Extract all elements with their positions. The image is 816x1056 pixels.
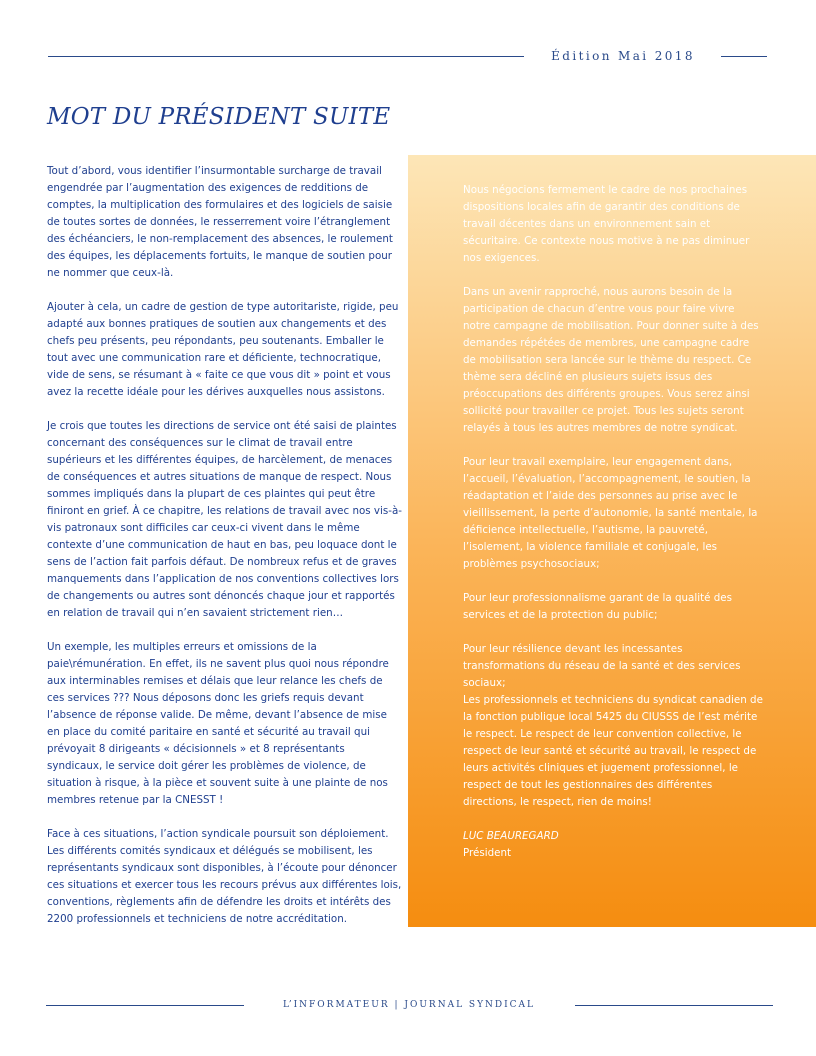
page-title: MOT DU PRÉSIDENT SUITE [47, 104, 391, 130]
signature-name: LUC BEAUREGARD [463, 830, 559, 842]
left-paragraph-5: Face à ces situations, l’action syndicale poursuit son déploiement. Les différents comités syndicaux et délégués se mobilisent, les représentants syndicaux sont disponibles, à l’écoute pour dénoncer ces situations et exercer tous les recours prévus aux différentes lois, conventions, règlements afin de défendre les droits et intérêts des 2200 professionnels et techniciens de notre accréditation. [47, 828, 402, 925]
signature-role: Président [463, 847, 512, 859]
right-paragraph-2: Dans un avenir rapproché, nous aurons besoin de la participation de chacun d’entre vous pour faire vivre notre campagne de mobilisation. Pour donner suite à des demandes répétées de membres, une campagne cadre de mobilisation sera lancée sur le thème du respect. Ce thème sera décliné en plusieurs sujets issus des préoccupations des différents groupes. Vous serez ainsi sollicité pour travailler ce projet. Tous les sujets seront relayés à tous les autres membres de notre syndicat. [463, 286, 759, 434]
signature [463, 828, 763, 862]
footer-label: L’INFORMATEUR | JOURNAL SYNDICAL [282, 1000, 536, 1010]
header-rule-right [721, 56, 767, 57]
footer-rule-right [575, 1005, 773, 1006]
footer-rule-left [46, 1005, 244, 1006]
left-paragraph-2: Ajouter à cela, un cadre de gestion de type autoritariste, rigide, peu adapté aux bonnes pratiques de soutien aux changements et des chefs peu présents, peu répondants, peu soutenants. Emballer le tout avec une communication rare et déficiente, technocratique, vide de sens, se résumant à « faite ce que vous dit » point et vous avez la recette idéale pour les dérives auxquelles nous assistons. [47, 301, 399, 398]
header-rule-left [48, 56, 524, 57]
right-paragraph-6: Les professionnels et techniciens du syndicat canadien de la fonction publique local 5425 du CIUSSS de l’est mérite le respect. Le respect de leur convention collective, le respect de leur santé et sécurité au travail, le respect de leurs activités cliniques et jugement professionnel, le respect de tout les gestionnaires des différentes directions, le respect, rien de moins! [463, 694, 763, 808]
right-column [463, 182, 763, 879]
right-paragraph-3: Pour leur travail exemplaire, leur engagement dans, l’accueil, l’évaluation, l’accompagnement, le soutien, la réadaptation et l’aide des personnes au prise avec le vieillissement, la perte d’autonomie, la santé mentale, la déficience intellectuelle, l’autisme, la pauvreté, l’isolement, la violence familiale et conjugale, les problèmes psychosociaux; [463, 456, 758, 570]
left-paragraph-1: Tout d’abord, vous identifier l’insurmontable surcharge de travail engendrée par l’augmentation des exigences de redditions de comptes, la multiplication des formulaires et des logiciels de saisie de toutes sortes de données, le resserrement voire l’étranglement des échéanciers, le non-remplacement des absences, le roulement des équipes, les déplacements fortuits, le manque de soutien pour ne nommer que ceux-là. [47, 165, 393, 279]
left-paragraph-4: Un exemple, les multiples erreurs et omissions de la paie\rémunération. En effet, ils ne savent plus quoi nous répondre aux interminables remises et délais que leur relance les chefs de ces services ??? Nous déposons donc les griefs requis devant l’absence de réponse valide. De même, devant l’absence de mise en place du comité paritaire en santé et sécurité au travail qui prévoyait 8 dirigeants « décisionnels » et 8 représentants syndicaux, le service doit gérer les problèmes de violence, de situation à risque, à la pièce et souvent suite à une plainte de nos membres retenue par la CNESST ! [47, 641, 389, 806]
right-paragraph-1: Nous négocions fermement le cadre de nos prochaines dispositions locales afin de garantir des conditions de travail décentes dans un environnement sain et sécuritaire. Ce contexte nous motive à ne pas diminuer nos exigences. [463, 184, 750, 264]
right-paragraph-5: Pour leur résilience devant les incessantes transformations du réseau de la santé et des services sociaux; [463, 643, 741, 689]
right-paragraph-4: Pour leur professionnalisme garant de la qualité des services et de la protection du public; [463, 592, 732, 621]
edition-label: Édition Mai 2018 [551, 49, 695, 63]
left-paragraph-3: Je crois que toutes les directions de service ont été saisi de plaintes concernant des conséquences sur le climat de travail entre supérieurs et les différentes équipes, de harcèlement, de menaces de conséquences et autres situations de manque de respect. Nous sommes impliqués dans la plupart de ces plaintes qui peut être finiront en grief. À ce chapitre, les relations de travail avec nos vis-à-vis patronaux sont difficiles car ceux-ci vivent dans le même contexte d’une communication de haut en bas, peu loquace dont le sens de l’action fait parfois défaut. De nombreux refus et de graves manquements dans l’application de nos conventions collectives lors de changements ou autres sont dénoncés chaque jour et rapportés en relation de travail qui n’en savaient strictement rien… [47, 420, 402, 619]
left-column [47, 163, 402, 945]
